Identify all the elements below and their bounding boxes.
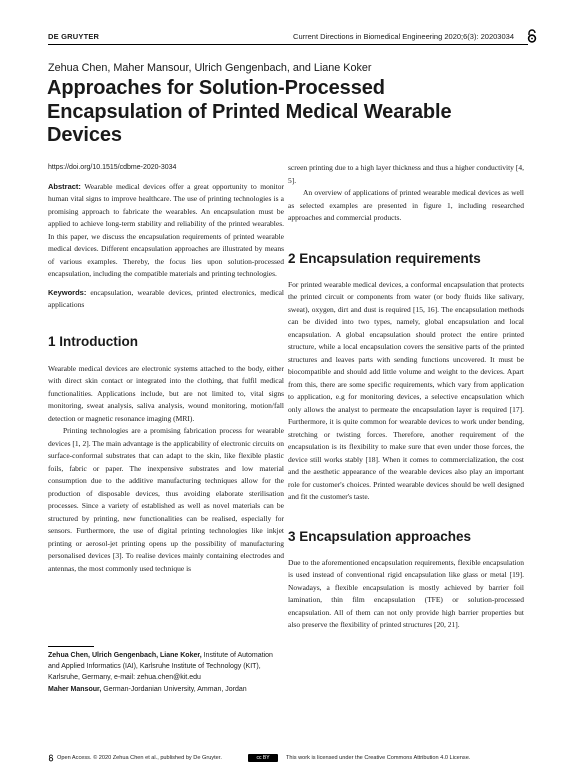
footnote-rule	[48, 646, 94, 647]
doi-link[interactable]: https://doi.org/10.1515/cdbme-2020-3034	[48, 164, 177, 171]
requirements-paragraph-1: For printed wearable medical devices, a conformal encapsulation that protects the printed circuit or components from water (or body fluids like salivary, sweat), oxygen, dirt and dust is required [15, 16]. The encapsulation methods can be divided into two types, namely, global encapsulation and local encapsulation. A global encapsulation should protect the entire printed structure, while a local encapsulation covers the sensitive parts of the printed structures and leaves parts with sending functions uncovered. It must be biocompatible and should add little volume and weight to the devices. Apart from this, there are some specific requirements, which vary from application to application, e.g for monitoring devices, a selective encapsulation which only allows the analyst to permeate the encapsulation layer is required [17]. Furthermore, it is quite common for wearable devices to work under bending, stretching or twisting forces. Therefore, another requirement of the encapsulation is its flexibility to make sure that even under those forces, the device still works stably [18]. When it comes to commercialization, the cost and the aesthetic appearance of the wearable devices also play an important role for customer's choices. Printed wearable devices should be well designed and fit the customer's taste.	[288, 279, 524, 501]
abstract	[48, 181, 284, 281]
affiliation-1-names: Zehua Chen, Ulrich Gengenbach, Liane Koker,	[48, 652, 202, 659]
intro-paragraph-4: An overview of applications of printed wearable medical devices as well as selected examples are presented in figure 1, including researched approaches and commercial products.	[288, 188, 524, 222]
section-title-requirements: 2 Encapsulation requirements	[288, 250, 481, 266]
keywords-label: Keywords:	[48, 287, 87, 297]
intro-paragraph-3: screen printing due to a high layer thickness and thus a higher conductivity [4, 5].	[288, 163, 524, 185]
author-list: Zehua Chen, Maher Mansour, Ulrich Gengenbach, and Liane Koker	[48, 62, 372, 74]
header-rule	[48, 44, 528, 45]
right-column	[288, 162, 524, 632]
intro-paragraph-1: Wearable medical devices are electronic systems attached to the body, either with direct skin contact or integrated into the clothing, that fulfil medical functionalities. Applications include, but are not limited to, vital signs monitoring, sweat analysis, saliva analysis, wound monitoring, motion/fall detection or magnetic resonance imaging (MRI).	[48, 363, 284, 423]
abstract-label: Abstract:	[48, 181, 81, 191]
approaches-paragraph-1: Due to the aforementioned encapsulation requirements, flexible encapsulation is used instead of conventional rigid encapsulation like glass or metal [19]. Nowadays, a flexible encapsulation is mostly achieved by barrier foil lamination, thin film encapsulation (TFE) or solution-processed encapsulation. All of them can not only provide high barrier properties but also preserve the flexibility of printed structures [20, 21].	[288, 557, 524, 629]
cc-by-license-icon[interactable]: cc BY	[248, 754, 278, 762]
open-access-icon	[48, 754, 54, 762]
footer-license-text: This work is licensed under the Creative Commons Attribution 4.0 License.	[286, 755, 471, 761]
affiliation-2-names: Maher Mansour,	[48, 685, 102, 693]
keywords-text: encapsulation, wearable devices, printed electronics, medical applications	[48, 287, 284, 309]
footer-copyright: Open Access. © 2020 Zehua Chen et al., published by De Gruyter.	[57, 755, 222, 761]
intro-paragraph-2: Printing technologies are a promising fabrication process for wearable devices [1, 2]. The main advantage is the applicability of electronic circuits on surface-conformal substrates that can adapt to the skin, like flexible plastic foils, fabric or paper. The inexpensive substrates and low material consumption due to the additive manufacturing techniques allow for the production of disposable devices, thus avoiding elaborate sterilisation processes. Since a variety of established as well as novel materials can be structured by printing, new functionalities can be realised, especially for sensors. Furthermore, the use of digital printing technologies like inkjet printing or aerosol-jet printing opens up the possibility of manufacturing personalised devices [3]. To realise devices mainly containing electrodes and antennas, the most commonly used technique is	[48, 426, 284, 573]
paper-title: Approaches for Solution-Processed Encapsulation of Printed Medical Wearable Devices	[47, 77, 452, 146]
author-affiliations	[48, 650, 284, 695]
section-title-approaches: 3 Encapsulation approaches	[288, 528, 472, 544]
open-access-icon	[526, 29, 538, 43]
journal-citation: Current Directions in Biomedical Engineering 2020;6(3): 20203034	[293, 32, 514, 41]
left-column	[48, 162, 284, 575]
publisher-name: DE GRUYTER	[48, 32, 100, 41]
affiliation-1-text: Institute of Automation and Applied Informatics (IAI), Karlsruhe Institute of Technology (KIT), Karlsruhe, Germany, e-mail: zehua.chen@kit.edu	[48, 652, 273, 682]
section-title-introduction: 1 Introduction	[48, 333, 138, 349]
keywords	[48, 287, 284, 312]
abstract-text: Wearable medical devices offer a great opportunity to monitor human vital signs to improve healthcare. The use of printing technologies is a promising approach to fabricate the wearables. An encapsulation must be applied to achieve long-term stability and reliability of the printed wearables. In this paper, we discuss the encapsulation requirements of printed wearable medical devices. Different encapsulation approaches are illustrated by means of various examples. Thereby, the focus lies upon solution-processed encapsulation, including the compatible materials and printing technologies.	[48, 181, 284, 278]
affiliation-2-text: German-Jordanian University, Amman, Jordan	[103, 685, 247, 693]
